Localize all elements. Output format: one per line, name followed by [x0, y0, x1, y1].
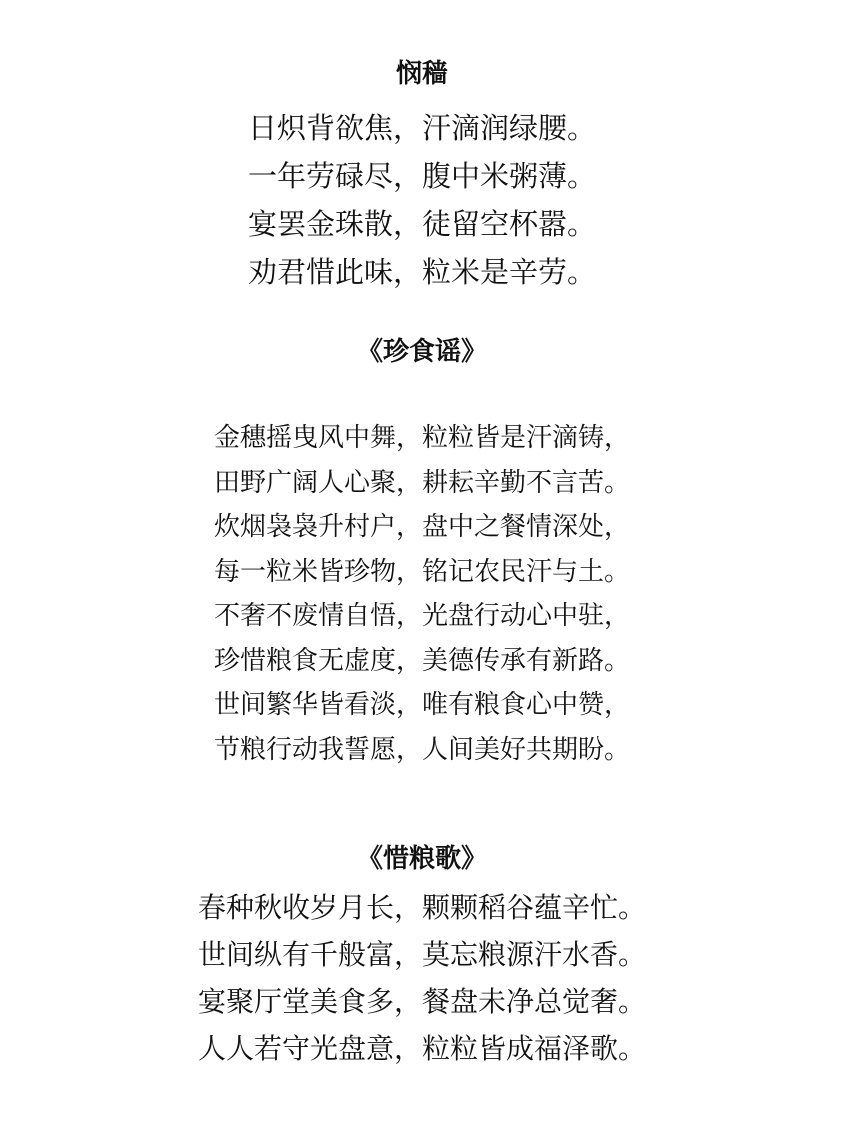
poem-line: 人人若守光盘意，粒粒皆成福泽歌。: [197, 1032, 646, 1065]
poem-line: 金穗摇曳风中舞，粒粒皆是汗滴铸，: [213, 423, 630, 453]
poem-line: 春种秋收岁月长，颗颗稻谷蕴辛忙。: [197, 891, 646, 924]
poem-line: 炊烟袅袅升村户，盘中之餐情深处，: [213, 512, 630, 542]
poem-body-zhenshiyao: [0, 416, 844, 772]
poem-line: 不奢不废情自悟，光盘行动心中驻，: [213, 601, 630, 631]
poem-line: 田野广阔人心聚，耕耘辛勤不言苦。: [213, 467, 630, 498]
poem-line: 节粮行动我誓愿，人间美好共期盼。: [213, 734, 630, 765]
poem-line: 珍惜粮食无虚度，美德传承有新路。: [213, 645, 630, 676]
poem-line: 日炽背欲焦，汗滴润绿腰。: [247, 111, 596, 145]
poem-body-xiliangge: [0, 884, 844, 1072]
poem-line: 一年劳碌尽，腹中米粥薄。: [247, 159, 596, 193]
poem-title-zhenshiyao: 《珍食谣》: [356, 337, 487, 367]
poem-line: 劝君惜此味，粒米是辛劳。: [247, 255, 596, 289]
poem-line: 每一粒米皆珍物，铭记农民汗与土。: [213, 556, 630, 587]
poem-title-xiliangge: 《惜粮歌》: [356, 844, 487, 874]
poem-line: 世间纵有千般富，莫忘粮源汗水香。: [197, 938, 646, 971]
poem-title-minse: 悯穑: [395, 59, 448, 89]
poem-body-minse: [0, 104, 844, 296]
poem-line: 宴罢金珠散，徒留空杯嚣。: [247, 207, 596, 241]
poem-line: 宴聚厅堂美食多，餐盘未净总觉奢。: [197, 985, 646, 1018]
poem-line: 世间繁华皆看淡，唯有粮食心中赞，: [213, 690, 630, 720]
